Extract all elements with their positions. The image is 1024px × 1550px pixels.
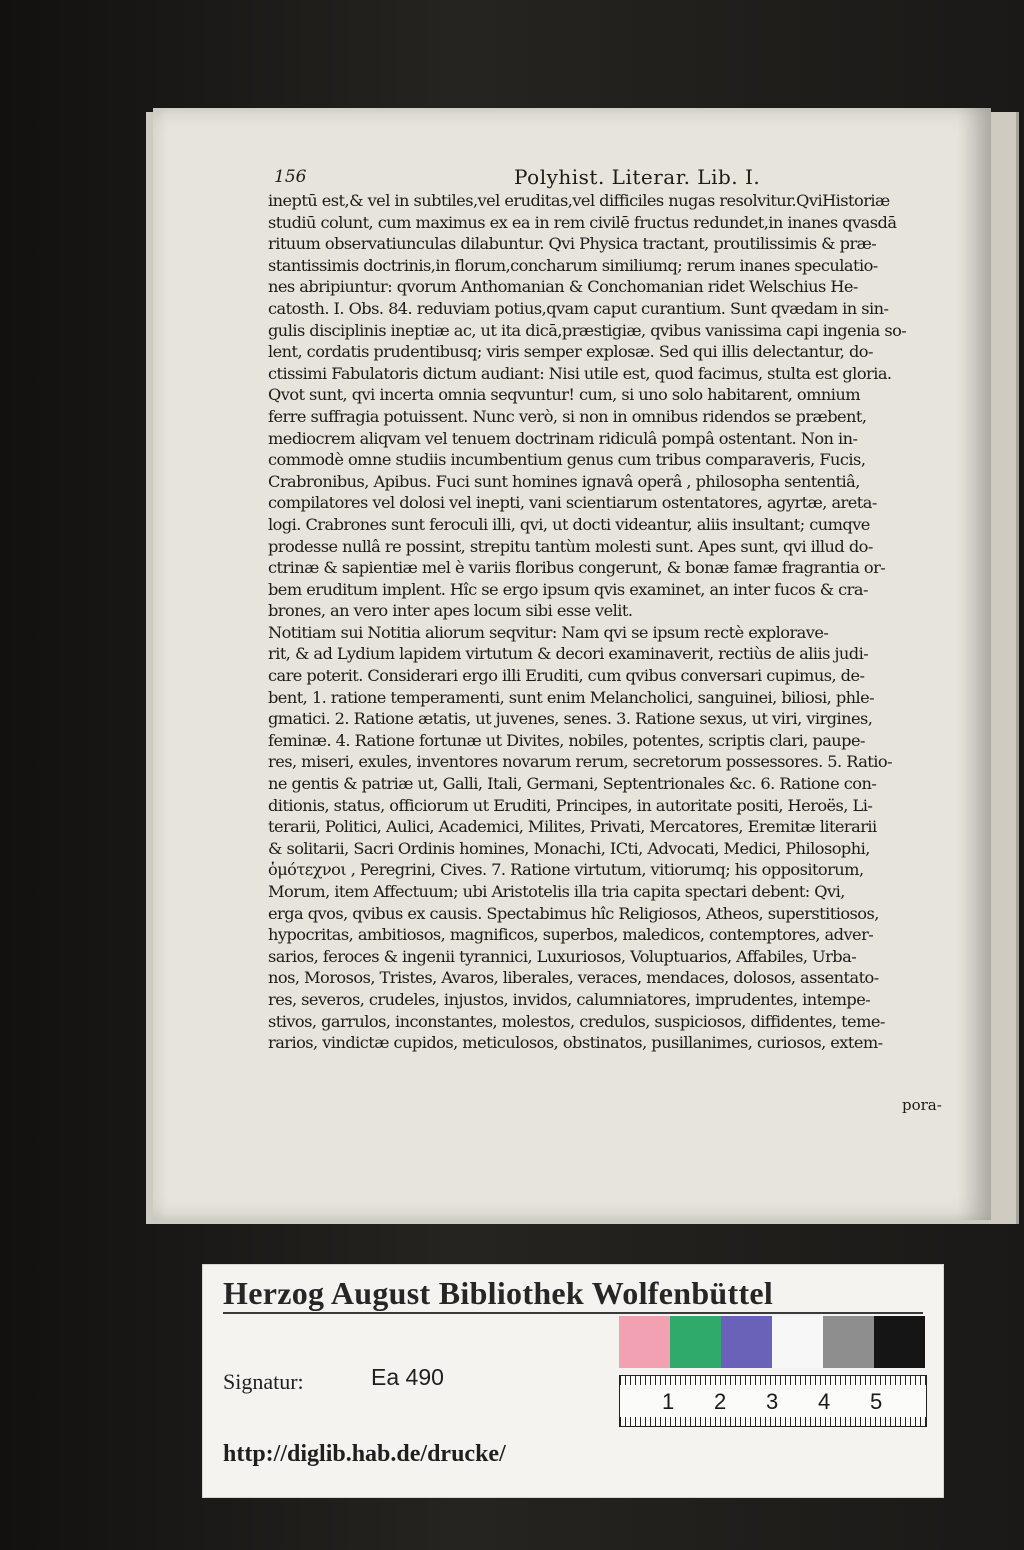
text-line: bem eruditum implent. Hîc se ergo ipsum qvis examinet, an inter fucos & cra- (268, 579, 868, 599)
text-line: sarios, feroces & ingenii tyrannici, Luxuriosos, Voluptuarios, Affabiles, Urba- (268, 946, 857, 966)
text-line: stantissimis doctrinis,in florum,concharum similiumq; rerum inanes speculatio- (268, 255, 878, 275)
text-line: care poterit. Considerari ergo illi Eruditi, cum qvibus conversari cupimus, de- (268, 666, 865, 686)
text-line: ineptū est,& vel in subtiles,vel eruditas,vel difficiles nugas resolvitur.QviHistoriæ (268, 191, 890, 210)
text-line: Morum, item Affectuum; ubi Aristotelis illa tria capita spectari debent: Qvi, (268, 882, 845, 901)
text-line: commodè omne studiis incumbentium genus cum tribus comparaveris, Fucis, (268, 450, 866, 470)
text-line: bent, 1. ratione temperamenti, sunt enim Melancholici, sanguinei, biliosi, phle- (268, 687, 875, 707)
text-line: compilatores vel dolosi vel inepti, vani scientiarum ostentatores, agyrtæ, areta- (268, 493, 877, 513)
text-line: rituum observatiunculas dilabuntur. Qvi Physica tractant, proutilissimis & præ- (268, 234, 877, 254)
text-line: mediocrem aliqvam vel tenuem doctrinam ridiculâ pompâ ostentant. Non in- (268, 428, 858, 448)
scale-ruler (619, 1375, 927, 1427)
ruler-number: 1 (662, 1389, 675, 1414)
text-line: catosth. I. Obs. 84. reduviam potius,qvam caput curantium. Sunt qvædam in sin- (268, 298, 889, 318)
text-line: terarii, Politici, Aulici, Academici, Milites, Privati, Mercatores, Eremitæ literarii (268, 817, 877, 837)
text-line: gmatici. 2. Ratione ætatis, ut juvenes, senes. 3. Ratione sexus, ut viri, virgines, (268, 709, 873, 729)
color-swatch (772, 1316, 823, 1368)
text-line: logi. Crabrones sunt feroculi illi, qvi, ut docti videantur, aliis insultant; cumqve (268, 514, 870, 534)
color-swatch (619, 1316, 670, 1368)
text-line: rarios, vindictæ cupidos, meticulosos, obstinatos, pusillanimes, curiosos, extem- (268, 1033, 883, 1053)
text-line: rit, & ad Lydium lapidem virtutum & decori examinaverit, rectiùs de aliis judi- (268, 644, 869, 664)
page-text (268, 190, 970, 1054)
text-line: Qvot sunt, qvi incerta omnia seqvuntur! cum, si uno solo habitarent, omnium (268, 385, 861, 405)
text-line: brones, an vero inter apes locum sibi esse velit. (268, 601, 633, 621)
ruler-ticks-bottom (620, 1417, 926, 1426)
ruler-ticks-top (620, 1376, 926, 1385)
ruler-number: 3 (766, 1389, 779, 1414)
page-number: 156 (274, 167, 307, 187)
color-swatch (874, 1316, 925, 1368)
text-line: ctrinæ & sapientiæ mel è variis floribus congerunt, & bonæ famæ fragrantia or- (268, 558, 886, 578)
text-line: Crabronibus, Apibus. Fuci sunt homines ignavâ operâ , philosopha sententiâ, (268, 471, 860, 491)
library-name-underline (223, 1312, 923, 1314)
text-line: ferre suffragia potuissent. Nunc verò, si non in omnibus ridendos se præbent, (268, 406, 867, 426)
text-line: & solitarii, Sacri Ordinis homines, Monachi, ICti, Advocati, Medici, Philosophi, (268, 838, 870, 858)
running-head-title: Polyhist. Literar. Lib. I. (514, 165, 761, 189)
text-line: feminæ. 4. Ratione fortunæ ut Divites, nobiles, potentes, scriptis clari, paupe- (268, 730, 865, 750)
text-line: hypocritas, ambitiosos, magnificos, superbos, maledicos, contemptores, adver- (268, 925, 874, 945)
text-line: nes abripiuntur: qvorum Anthomanian & Conchomanian ridet Welschius He- (268, 277, 858, 297)
signature-label: Signatur: (223, 1369, 304, 1394)
text-line: erga qvos, qvibus ex causis. Spectabimus hîc Religiosos, Atheos, superstitiosos, (268, 903, 879, 923)
library-name: Herzog August Bibliothek Wolfenbüttel (223, 1275, 774, 1311)
text-line: res, miseri, exules, inventores novarum rerum, secretorum possessores. 5. Ratio- (268, 752, 893, 772)
text-line: ditionis, status, officiorum ut Eruditi, Principes, in autoritate positi, Heroës, Li- (268, 795, 873, 815)
color-swatch (670, 1316, 721, 1368)
text-line: studiū colunt, cum maximus ex ea in rem civilē fructus redundet,in inanes qvasdā (268, 212, 897, 232)
text-line: nos, Morosos, Tristes, Avaros, liberales, veraces, mendaces, dolosos, assentato- (268, 968, 879, 988)
library-url-link[interactable]: http://diglib.hab.de/drucke/ (223, 1441, 506, 1467)
ruler-number: 5 (870, 1389, 883, 1414)
text-line: gulis disciplinis ineptiæ ac, ut ita dicā,præstigiæ, qvibus vanissima capi ingenia so- (268, 320, 907, 340)
ruler-number: 4 (818, 1389, 831, 1414)
signature-value: Ea 490 (371, 1364, 444, 1390)
text-line: lent, cordatis prudentibusq; viris semper explosæ. Sed qui illis delectantur, do- (268, 342, 873, 362)
ruler-number: 2 (714, 1389, 727, 1414)
color-swatch (721, 1316, 772, 1368)
color-swatch (823, 1316, 874, 1368)
text-line: Notitiam sui Notitia aliorum seqvitur: Nam qvi se ipsum rectè exploravе- (268, 622, 829, 642)
library-label (202, 1264, 944, 1498)
catchword: pora- (902, 1096, 942, 1114)
text-line: prodesse nullâ re possint, strepitu tantùm molesti sunt. Apes sunt, qvi illud do- (268, 536, 873, 556)
text-line: ctissimi Fabulatoris dictum audiant: Nisi utile est, quod facimus, stulta est gloria. (268, 363, 892, 383)
text-line: ὁμότεχνοι , Peregrini, Cives. 7. Ratione virtutum, vitiorumq; his oppositorum, (268, 860, 864, 880)
color-calibration-strip (619, 1316, 925, 1368)
text-line: ne gentis & patriæ ut, Galli, Itali, Germani, Septentrionales &c. 6. Ratione con- (268, 774, 877, 794)
text-line: res, severos, crudeles, injustos, invidos, calumniatores, imprudentes, intempe- (268, 989, 871, 1009)
text-line: stivos, garrulos, inconstantes, molestos, credulos, suspiciosos, diffidentes, teme- (268, 1011, 885, 1031)
